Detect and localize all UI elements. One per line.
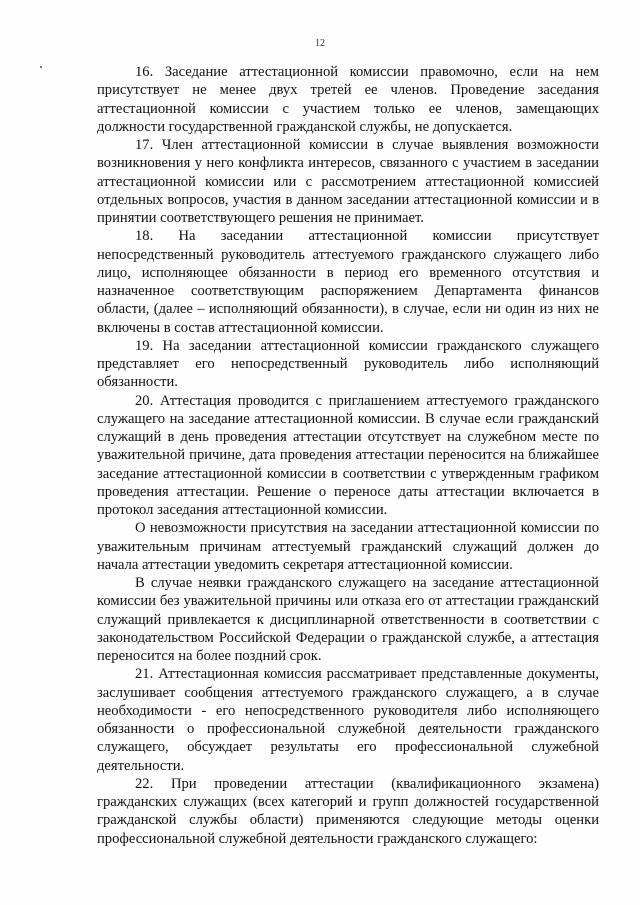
paragraph-18: 18. На заседании аттестационной комиссии присутствует непосредственный руководитель аттестуемого гражданского служащего либо лицо, исполняющее обязанности в период его временного отсутствия и назначенное соответствующим распоряжением Департамента финансов области, (далее – исполняющий обязанности), в случае, если ни один из них не включены в состав аттестационной комиссии. [97,228,599,336]
page-number: 12 [315,38,325,49]
paragraph-22: 22. При проведении аттестации (квалификационного экзамена) гражданских служащих (всех категорий и групп должностей государственной гражданской службы области) применяются следующие методы оценки профессиональной служебной деятельности гражданского служащего: [97,775,599,847]
paragraph-19: 19. На заседании аттестационной комиссии гражданского служащего представляет его непосредственный руководитель либо исполняющий обязанности. [97,337,599,391]
paragraph-16: 16. Заседание аттестационной комиссии правомочно, если на нем присутствует не менее двух третей ее членов. Проведение заседания аттестационной комиссии с участием только ее членов, замещающих должности государственной гражданской службы, не допускается. [97,64,599,135]
paragraph-20-absence-notice: О невозможности присутствия на заседании аттестационной комиссии по уважительным причинам аттестуемый гражданский служащий должен до начала аттестации уведомить секретаря аттестационной комиссии. [97,520,599,573]
scan-speck [40,66,42,68]
paragraph-20: 20. Аттестация проводится с приглашением аттестуемого гражданского служащего на заседание аттестационной комиссии. В случае если гражданский служащий в день проведения аттестации отсутствует на служебном месте по уважительной причине, дата проведения аттестации переносится на ближайшее заседание аттестационной комиссии в соответствии с утвержденным графиком проведения аттестации. Решение о переносе даты аттестации включается в протокол заседания аттестационной комиссии. [97,392,599,518]
paragraph-21: 21. Аттестационная комиссия рассматривает представленные документы, заслушивает сообщения аттестуемого гражданского служащего, а в случае необходимости - его непосредственного руководителя либо исполняющего обязанности о профессиональной служебной деятельности гражданского служащего, обсуждает результаты его профессиональной служебной деятельности. [97,666,599,774]
paragraph-20-no-show: В случае неявки гражданского служащего на заседание аттестационной комиссии без уважительной причины или отказа его от аттестации гражданский служащий привлекается к дисциплинарной ответственности в соответствии с законодательством Российской Федерации о гражданской службе, а аттестация переносится на более поздний срок. [97,575,599,664]
document-body [97,63,599,848]
paragraph-17: 17. Член аттестационной комиссии в случае выявления возможности возникновения у него конфликта интересов, связанного с участием в заседании аттестационной комиссии или с рассмотрением аттестационной комиссией отдельных вопросов, участия в данном заседании аттестационной комиссии и в принятии соответствующего решения не принимает. [97,137,599,226]
